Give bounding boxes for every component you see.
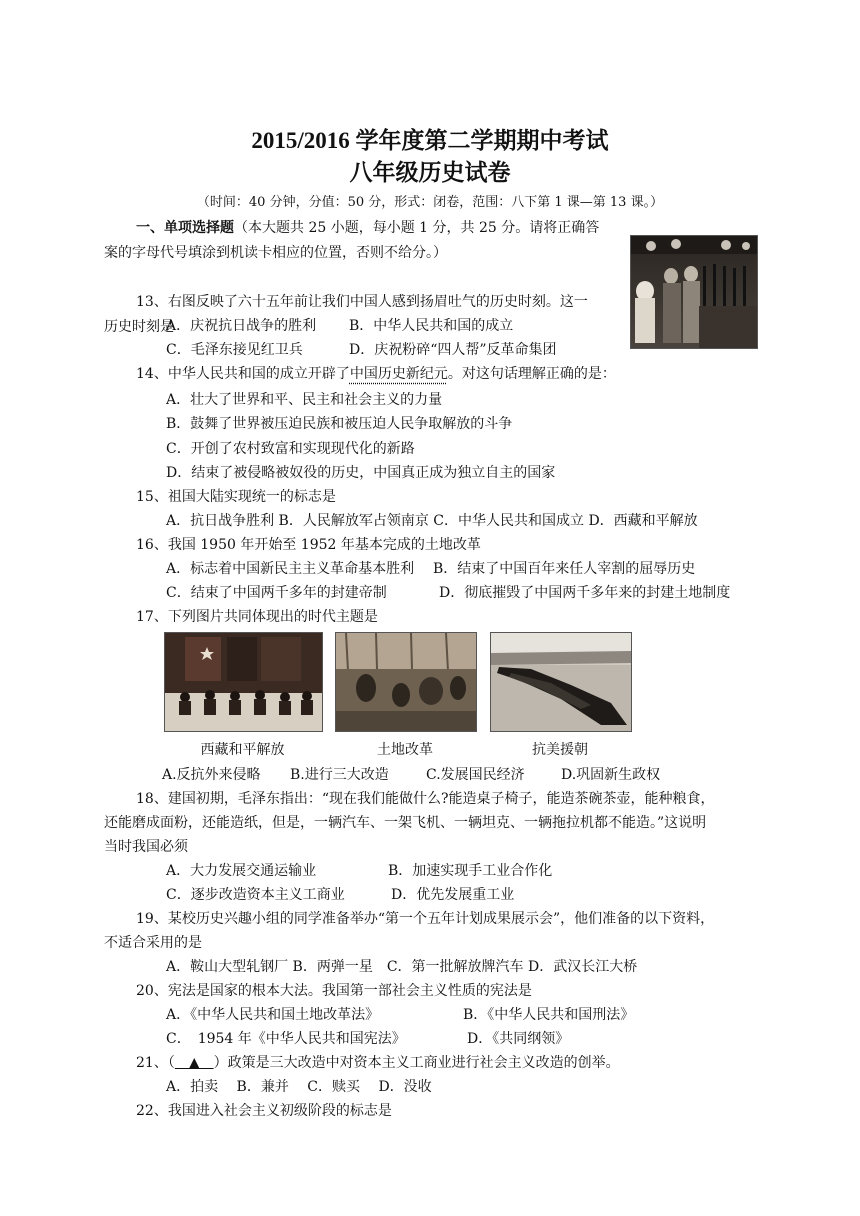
section-title: 一、单项选择题 (136, 220, 234, 236)
founding-ceremony-photo (630, 235, 758, 349)
section-instructions: （本大题共 25 小题，每小题 1 分，共 25 分。请将正确答 (234, 220, 600, 236)
q21-blank: ▲ (174, 1055, 214, 1071)
q18-option-a: A．大力发展交通运输业 (166, 863, 317, 879)
q20-stem: 20、宪法是国家的根本大法。我国第一部社会主义性质的宪法是 (136, 983, 532, 999)
q13-stem: 13、右图反映了六十五年前让我们中国人感到扬眉吐气的历史时刻。这一 (136, 294, 588, 310)
q18-stem-cont2: 当时我国必须 (104, 839, 188, 855)
q17-stem: 17、下列图片共同体现出的时代主题是 (136, 609, 378, 625)
q13-option-a: A．庆祝抗日战争的胜利 (166, 318, 317, 334)
q15-stem: 15、祖国大陆实现统一的标志是 (136, 489, 336, 505)
korea-war-photo (490, 632, 632, 732)
exam-title: 2015/2016 学年度第二学期期中考试 (251, 128, 609, 153)
q17-option-a: A.反抗外来侵略 (162, 767, 261, 783)
q14-option-b: B．鼓舞了世界被压迫民族和被压迫人民争取解放的斗争 (166, 416, 513, 432)
q13-option-b: B．中华人民共和国的成立 (349, 318, 514, 334)
q17-option-b: B.进行三大改造 (290, 767, 389, 783)
q18-option-d: D．优先发展重工业 (391, 887, 515, 903)
section-heading (136, 218, 599, 238)
land-reform-photo (335, 632, 477, 732)
q16-option-a: A．标志着中国新民主主义革命基本胜利 (166, 561, 415, 577)
q19-options: A．鞍山大型轧钢厂 B．两弹一星 C．第一批解放牌汽车 D．武汉长江大桥 (166, 959, 638, 975)
q16-option-b: B．结束了中国百年来任人宰割的屈辱历史 (433, 561, 696, 577)
q18-option-c: C．逐步改造资本主义工商业 (166, 887, 345, 903)
q19-stem-cont: 不适合采用的是 (104, 935, 202, 951)
q20-option-d: D．《共同纲领》 (467, 1031, 570, 1047)
q18-option-b: B．加速实现手工业合作化 (388, 863, 553, 879)
photo-caption-tibet: 西藏和平解放 (200, 742, 285, 758)
q18-stem-cont: 还能磨成面粉，还能造纸，但是，一辆汽车、一架飞机、一辆坦克、一辆拖拉机都不能造。”这说明 (104, 815, 707, 831)
section-instructions-cont: 案的字母代号填涂到机读卡相应的位置，否则不给分。） (104, 245, 447, 261)
q15-options: A．抗日战争胜利 B．人民解放军占领南京 C．中华人民共和国成立 D．西藏和平解放 (166, 513, 698, 529)
q20-option-a: A．《中华人民共和国土地改革法》 (166, 1007, 380, 1023)
q22-stem: 22、我国进入社会主义初级阶段的标志是 (136, 1103, 392, 1119)
q19-stem: 19、某校历史兴趣小组的同学准备举办“第一个五年计划成果展示会”，他们准备的以下资料， (136, 911, 715, 927)
q21-options: A．拍卖 B．兼并 C．赎买 D．没收 (166, 1079, 432, 1095)
photo-caption-korea: 抗美援朝 (532, 742, 588, 758)
q17-option-c: C.发展国民经济 (426, 767, 525, 783)
q13-stem-cont: 历史时刻是 (104, 319, 174, 335)
q21-stem (136, 1053, 620, 1073)
q14-option-d: D．结束了被侵略被奴役的历史，中国真正成为独立自主的国家 (166, 465, 556, 481)
exam-subtitle: 八年级历史试卷 (349, 160, 511, 185)
q20-option-b: B．《中华人民共和国刑法》 (463, 1007, 635, 1023)
photo-caption-land-reform: 土地改革 (377, 742, 433, 758)
q14-stem (136, 364, 616, 384)
q14-stem-post: 。对这句话理解正确的是： (447, 366, 616, 382)
q20-option-c: C． 1954 年《中华人民共和国宪法》 (166, 1031, 406, 1047)
q14-option-c: C．开创了农村致富和实现现代化的新路 (166, 441, 415, 457)
exam-info: （时间：40 分钟，分值：50 分，形式：闭卷，范围：八下第 1 课—第 13 课。） (196, 195, 664, 210)
q13-option-d: D．庆祝粉碎“四人帮”反革命集团 (349, 342, 557, 358)
q18-stem: 18、建国初期，毛泽东指出：“现在我们能做什么?能造桌子椅子，能造茶碗茶壶，能种粮食， (136, 791, 715, 807)
q16-option-d: D．彻底摧毁了中国两千多年来的封建土地制度 (439, 585, 731, 601)
tibet-liberation-photo (164, 632, 323, 732)
q21-number: 21、（ (136, 1055, 175, 1071)
q14-emphasis: 中国历史新纪元 (349, 366, 448, 382)
q16-stem: 16、我国 1950 年开始至 1952 年基本完成的土地改革 (136, 537, 481, 553)
q13-option-c: C．毛泽东接见红卫兵 (166, 342, 303, 358)
q17-option-d: D.巩固新生政权 (561, 767, 661, 783)
q21-stem-post: ）政策是三大改造中对资本主义工商业进行社会主义改造的创举。 (213, 1055, 620, 1071)
q14-stem-pre: 14、中华人民共和国的成立开辟了 (136, 366, 350, 382)
q14-option-a: A．壮大了世界和平、民主和社会主义的力量 (166, 392, 443, 408)
q16-option-c: C．结束了中国两千多年的封建帝制 (166, 585, 387, 601)
